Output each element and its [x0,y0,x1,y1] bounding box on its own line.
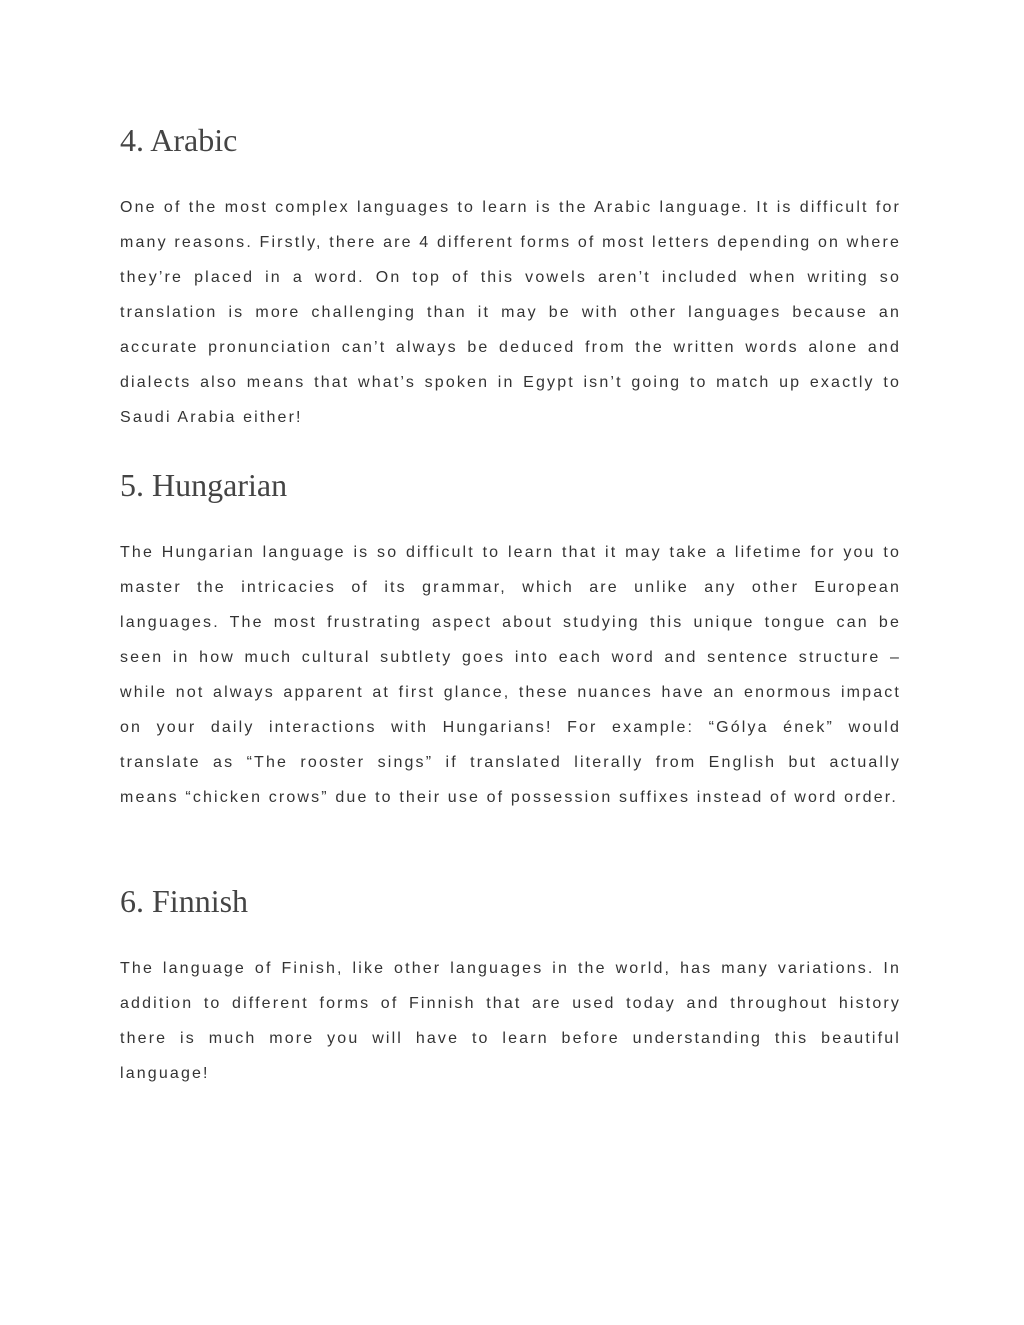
section-heading-finnish: 6. Finnish [120,883,249,919]
section-body-hungarian: The Hungarian language is so difficult to learn that it may take a lifetime for you to master the intricacies of its grammar, which are unlike any other European languages. The most frustrating aspect about studying this unique tongue can be seen in how much cultural subtlety goes into each word and sentence structure – while not always apparent at first glance, these nuances have an enormous impact on your daily interactions with Hungarians! For example: “Gólya ének” would translate as “The rooster sings” if translated literally from English but actually means “chicken crows” due to their use of possession suffixes instead of word order. [120,544,901,806]
section-body-arabic: One of the most complex languages to learn is the Arabic language. It is difficult for many reasons. Firstly, there are 4 different forms of most letters depending on where they’re placed in a word. On top of this vowels aren’t included when writing so translation is more challenging than it may be with other languages because an accurate pronunciation can’t always be deduced from the written words alone and dialects also means that what’s spoken in Egypt isn’t going to match up exactly to Saudi Arabia either! [120,199,901,426]
section-heading-arabic: 4. Arabic [120,122,238,158]
section-heading-hungarian: 5. Hungarian [120,467,288,503]
section-body-finnish: The language of Finish, like other languages in the world, has many variations. In addition to different forms of Finnish that are used today and throughout history there is much more you will have to learn before understanding this beautiful language! [120,960,901,1082]
